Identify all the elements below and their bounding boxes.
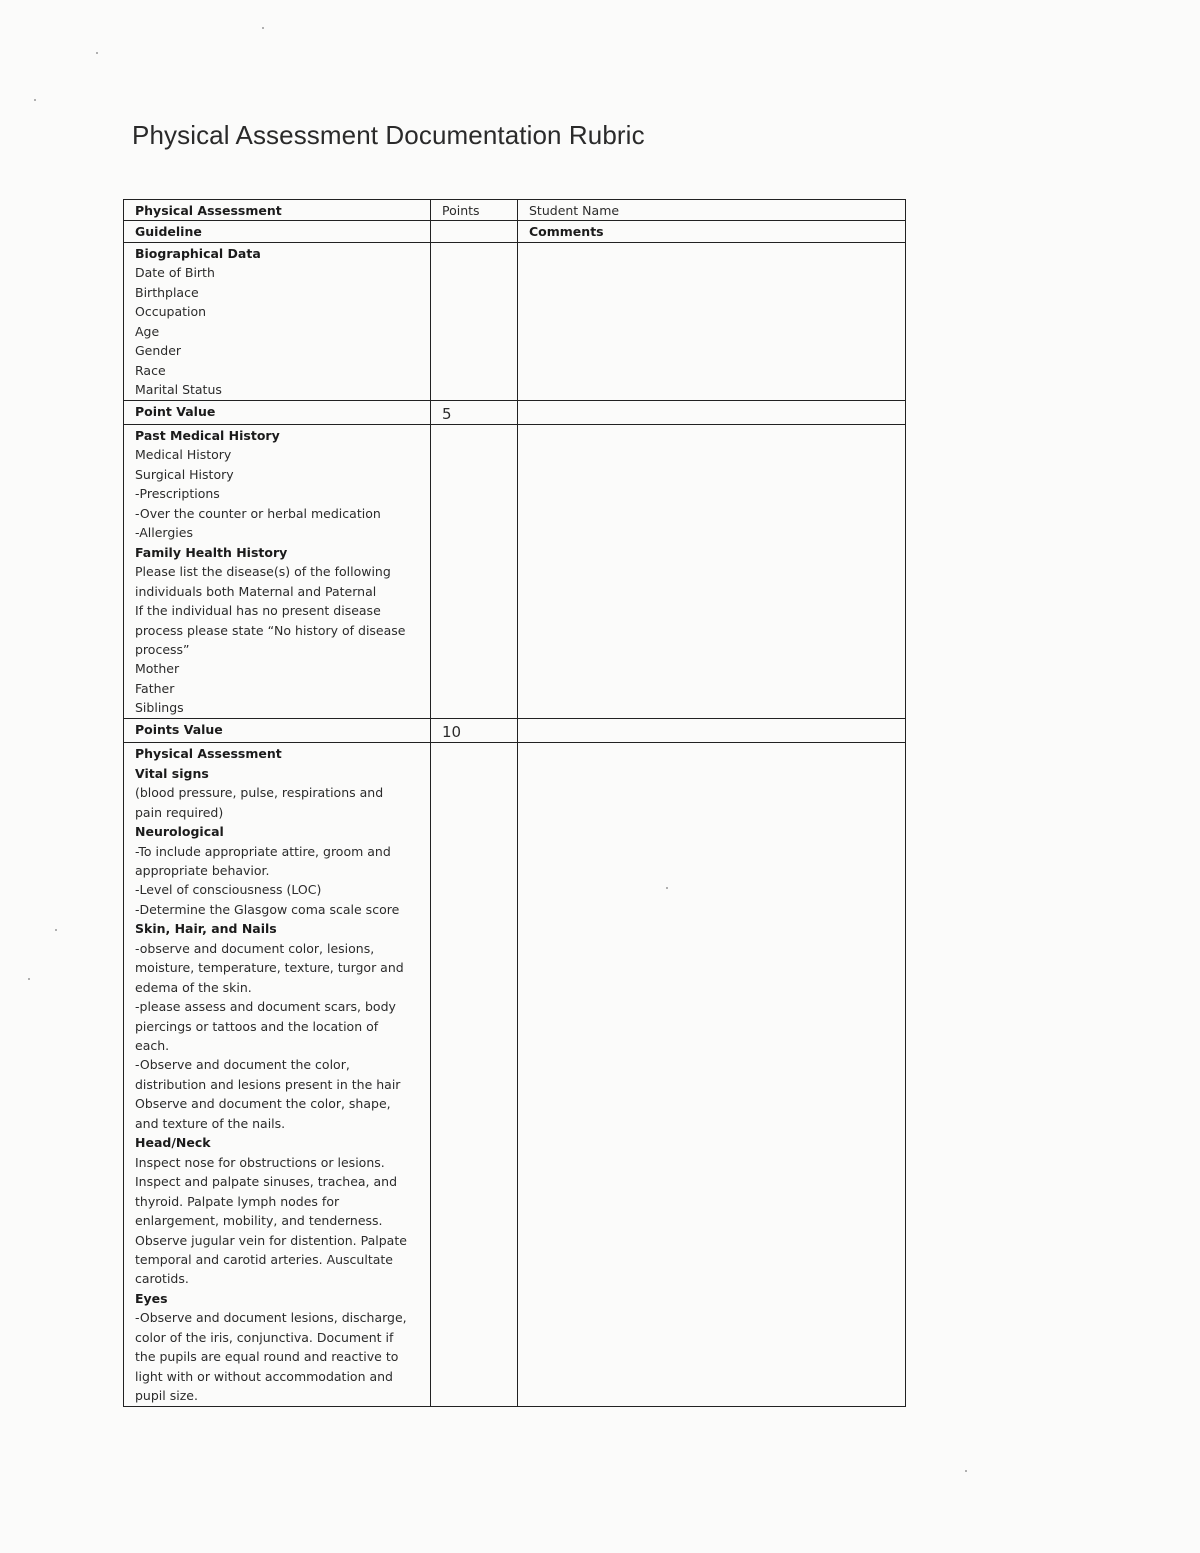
guideline-item: carotids. xyxy=(135,1271,189,1287)
guideline-item: pain required) xyxy=(135,804,224,820)
guideline-heading: Biographical Data xyxy=(135,245,261,261)
guideline-item: Inspect and palpate sinuses, trachea, and xyxy=(135,1174,398,1190)
guideline-heading: Skin, Hair, and Nails xyxy=(135,921,277,937)
rubric-table xyxy=(123,199,906,1407)
guideline-item: -observe and document color, lesions, xyxy=(135,940,375,956)
point-comments-cell xyxy=(518,718,906,742)
guideline-item: pupil size. xyxy=(135,1388,198,1404)
guideline-item: -Observe and document lesions, discharge, xyxy=(135,1310,407,1326)
header-physical-assessment: Physical Assessment xyxy=(124,200,431,221)
guideline-item: (blood pressure, pulse, respirations and xyxy=(135,785,384,801)
guideline-item: process please state “No history of disease xyxy=(135,622,406,638)
guideline-item: Surgical History xyxy=(135,466,234,482)
guideline-section-row xyxy=(124,242,906,400)
guideline-section-row xyxy=(124,743,906,1406)
guideline-item: process” xyxy=(135,641,190,657)
point-value-label: Point Value xyxy=(124,400,431,424)
guideline-item: Race xyxy=(135,362,166,378)
guideline-item: Occupation xyxy=(135,304,207,320)
guideline-item: temporal and carotid arteries. Auscultate xyxy=(135,1252,393,1268)
guideline-item: -please assess and document scars, body xyxy=(135,999,396,1015)
point-value: 5 xyxy=(431,400,518,424)
comments-cell xyxy=(518,242,906,400)
points-cell xyxy=(431,424,518,718)
guideline-item: and texture of the nails. xyxy=(135,1115,286,1131)
guideline-section-row xyxy=(124,424,906,718)
point-value-label: Points Value xyxy=(124,718,431,742)
guideline-item: color of the iris, conjunctiva. Document if xyxy=(135,1329,394,1345)
guideline-item: -Over the counter or herbal medication xyxy=(135,505,381,521)
guideline-item: Inspect nose for obstructions or lesions. xyxy=(135,1154,385,1170)
guideline-item: distribution and lesions present in the hair xyxy=(135,1076,401,1092)
guideline-item: -Determine the Glasgow coma scale score xyxy=(135,901,400,917)
guideline-item: Siblings xyxy=(135,700,184,716)
header-points-blank xyxy=(431,221,518,242)
guideline-heading: Physical Assessment xyxy=(135,746,282,762)
guideline-item: -Observe and document the color, xyxy=(135,1057,350,1073)
guideline-item: Birthplace xyxy=(135,284,199,300)
comments-cell xyxy=(518,424,906,718)
guideline-heading: Past Medical History xyxy=(135,427,280,443)
guideline-item: appropriate behavior. xyxy=(135,862,270,878)
guideline-item: edema of the skin. xyxy=(135,979,252,995)
guideline-item: thyroid. Palpate lymph nodes for xyxy=(135,1193,340,1209)
guideline-item: -To include appropriate attire, groom and xyxy=(135,843,391,859)
guideline-item: -Level of consciousness (LOC) xyxy=(135,882,322,898)
guideline-item: moisture, temperature, texture, turgor and xyxy=(135,960,404,976)
header-row-2 xyxy=(124,221,906,242)
guideline-cell xyxy=(124,242,431,400)
header-points: Points xyxy=(431,200,518,221)
guideline-item: the pupils are equal round and reactive to xyxy=(135,1349,399,1365)
guideline-item: Observe jugular vein for distention. Palpate xyxy=(135,1232,407,1248)
page-title: Physical Assessment Documentation Rubric xyxy=(132,120,645,150)
guideline-item: piercings or tattoos and the location of xyxy=(135,1018,379,1034)
guideline-item: If the individual has no present disease xyxy=(135,603,381,619)
guideline-item: individuals both Maternal and Paternal xyxy=(135,583,377,599)
guideline-item: Father xyxy=(135,680,175,696)
guideline-item: Please list the disease(s) of the following xyxy=(135,564,391,580)
points-cell xyxy=(431,743,518,1406)
guideline-item: Medical History xyxy=(135,447,232,463)
header-guideline: Guideline xyxy=(124,221,431,242)
points-cell xyxy=(431,242,518,400)
guideline-item: -Prescriptions xyxy=(135,486,220,502)
header-row-1 xyxy=(124,200,906,221)
guideline-item: Marital Status xyxy=(135,382,222,398)
point-value-row xyxy=(124,718,906,742)
header-comments: Comments xyxy=(518,221,906,242)
point-value: 10 xyxy=(431,718,518,742)
guideline-item: Date of Birth xyxy=(135,265,215,281)
point-value-row xyxy=(124,400,906,424)
header-student-name: Student Name xyxy=(518,200,906,221)
guideline-item: each. xyxy=(135,1038,170,1054)
guideline-item: Mother xyxy=(135,661,180,677)
comments-cell xyxy=(518,743,906,1406)
point-comments-cell xyxy=(518,400,906,424)
guideline-heading: Family Health History xyxy=(135,544,288,560)
guideline-heading: Head/Neck xyxy=(135,1135,211,1151)
guideline-heading: Neurological xyxy=(135,824,224,840)
guideline-item: light with or without accommodation and xyxy=(135,1368,393,1384)
guideline-item: Age xyxy=(135,323,160,339)
guideline-cell xyxy=(124,424,431,718)
guideline-heading: Eyes xyxy=(135,1290,168,1306)
guideline-item: Observe and document the color, shape, xyxy=(135,1096,391,1112)
guideline-item: enlargement, mobility, and tenderness. xyxy=(135,1213,383,1229)
guideline-cell xyxy=(124,743,431,1406)
guideline-heading: Vital signs xyxy=(135,765,209,781)
guideline-item: Gender xyxy=(135,343,182,359)
guideline-item: -Allergies xyxy=(135,525,193,541)
